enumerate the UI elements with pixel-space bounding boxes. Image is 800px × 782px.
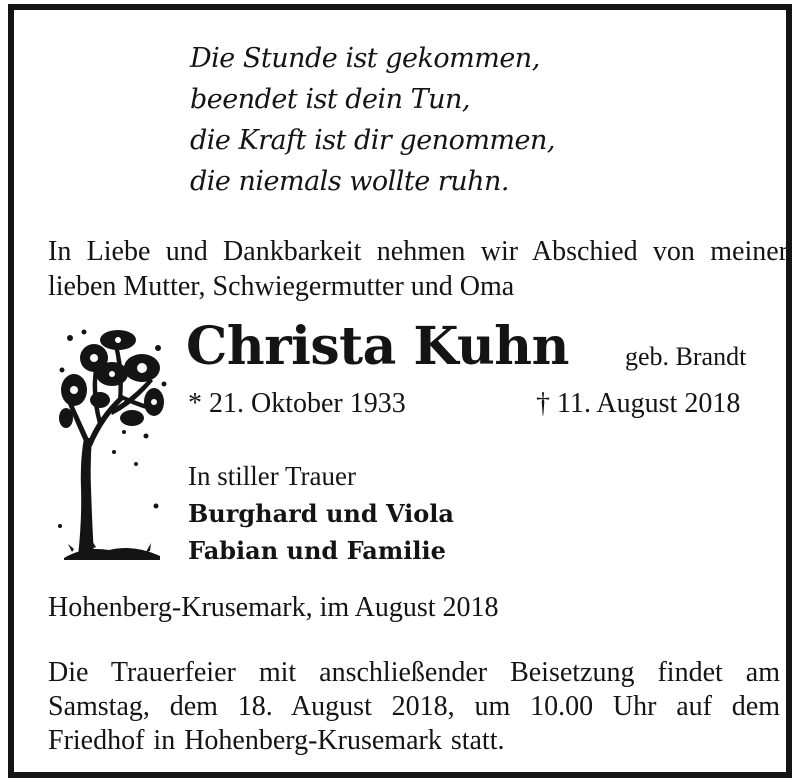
mourners-heading: In stiller Trauer <box>188 461 356 491</box>
poem-line-4: die niemals wollte ruhn. <box>190 166 509 197</box>
mourners-line-2: Fabian und Familie <box>188 536 446 565</box>
service-line-2: Samstag, dem 18. August 2018, um 10.00 Uhr auf dem <box>48 691 780 722</box>
intro-line-2: lieben Mutter, Schwiegermutter und Oma <box>48 271 515 302</box>
death-date: † 11. August 2018 <box>536 388 741 419</box>
service-notice <box>48 656 780 758</box>
service-line-3: Friedhof in Hohenberg-Krusemark statt. <box>48 725 505 756</box>
maiden-name: geb. Brandt <box>625 342 747 371</box>
service-line-1: Die Trauerfeier mit anschließender Beisetzung findet am <box>48 657 780 688</box>
intro-text <box>48 234 788 304</box>
poem-line-1: Die Stunde ist gekommen, <box>190 43 540 74</box>
mourners-line-1: Burghard und Viola <box>188 499 454 528</box>
poem-line-3: die Kraft ist dir genommen, <box>190 125 555 156</box>
intro-line-1: In Liebe und Dankbarkeit nehmen wir Abschied von meiner <box>48 236 788 267</box>
mourners <box>188 458 454 569</box>
birth-date: * 21. Oktober 1933 <box>188 388 406 419</box>
tree-icon <box>54 320 169 565</box>
place-date: Hohenberg-Krusemark, im August 2018 <box>48 592 499 623</box>
obituary-frame <box>8 4 792 778</box>
poem-line-2: beendet ist dein Tun, <box>190 84 470 115</box>
deceased-name: Christa Kuhn <box>186 316 569 377</box>
poem <box>190 38 555 202</box>
